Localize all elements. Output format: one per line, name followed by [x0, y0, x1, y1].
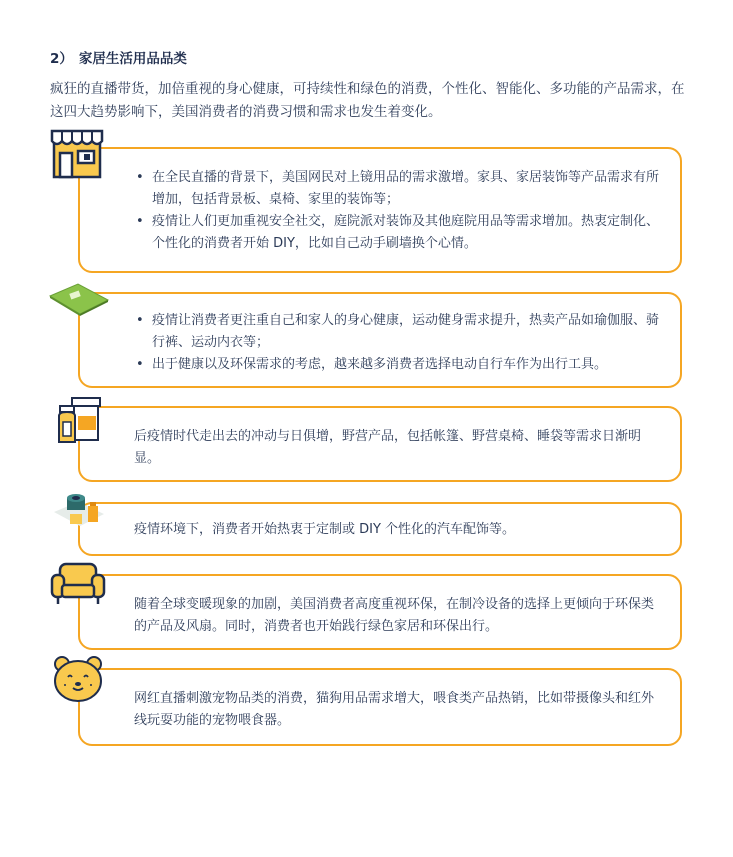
card-text: 疫情环境下，消费者开始热衷于定制或 DIY 个性化的汽车配饰等。 [134, 522, 516, 537]
list-item: • 疫情让人们更加重视安全社交，庭院派对装饰及其他庭院用品等需求增加。热衷定制化、个性化的消费者开始 DIY，比如自己动手刷墙换个心情。 [134, 211, 660, 255]
car-parts-icon [52, 490, 108, 532]
armchair-icon [50, 561, 106, 607]
card-pets [78, 668, 682, 746]
section-title: 家居生活用品品类 [78, 51, 187, 67]
card-fitness [78, 292, 682, 388]
list-item: • 出于健康以及环保需求的考虑，越来越多消费者选择电动自行车作为出行工具。 [134, 354, 660, 376]
yoga-mat-icon [48, 282, 110, 318]
storefront-icon [50, 127, 106, 181]
card-text: 网红直播刺激宠物品类的消费，猫狗用品需求增大，喂食类产品热销，比如带摄像头和红外线玩耍功能的宠物喂食器。 [134, 691, 655, 728]
card-text: 随着全球变暖现象的加剧，美国消费者高度重视环保，在制冷设备的选择上更倾向于环保类的产品及风扇。同时，消费者也开始践行绿色家居和环保出行。 [134, 597, 655, 634]
card-car-accessories [78, 502, 682, 556]
list-item: • 疫情让消费者更注重自己和家人的身心健康，运动健身需求提升，热卖产品如瑜伽服、骑行裤、运动内衣等； [134, 310, 660, 354]
list-item: • 在全民直播的背景下，美国网民对上镜用品的需求激增。家具、家居装饰等产品需求有所增加，包括背景板、桌椅、家里的装饰等； [134, 167, 660, 211]
card-camping [78, 406, 682, 482]
card-home-decor [78, 147, 682, 273]
section-heading [50, 47, 187, 67]
camping-jar-icon [54, 394, 104, 446]
pet-face-icon [52, 655, 104, 703]
card-text: 后疫情时代走出去的冲动与日俱增，野营产品，包括帐篷、野营桌椅、睡袋等需求日渐明显。 [134, 429, 642, 466]
section-number: 2） [50, 51, 73, 67]
card-eco-home [78, 574, 682, 650]
section-intro: 疯狂的直播带货，加倍重视的身心健康，可持续性和绿色的消费，个性化、智能化、多功能的产品需求，在这四大趋势影响下，美国消费者的消费习惯和需求也发生着变化。 [50, 81, 685, 120]
